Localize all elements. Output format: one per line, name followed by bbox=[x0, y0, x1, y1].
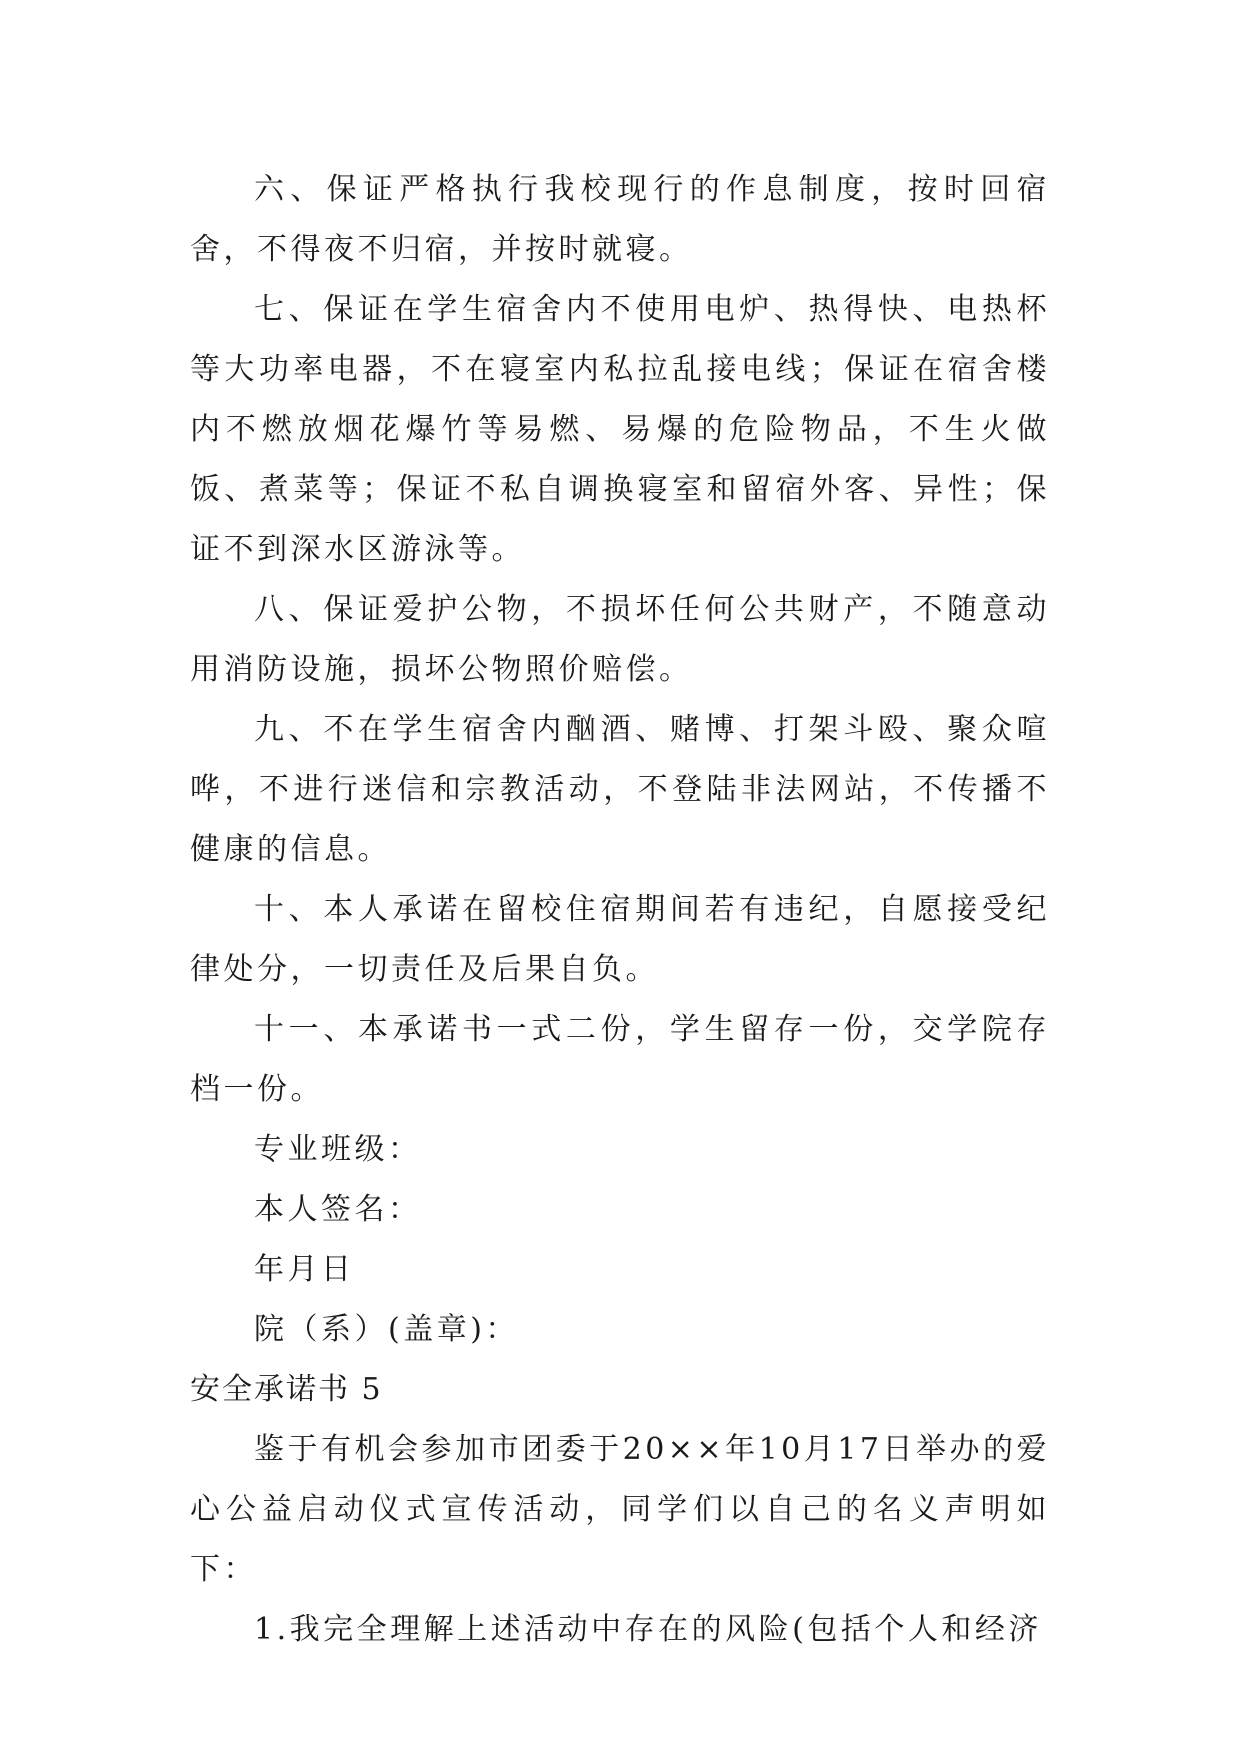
department-seal-field: 院（系）(盖章)： bbox=[254, 1312, 519, 1347]
section-item-1: 1.我完全理解上述活动中存在的风险(包括个人和经济 bbox=[254, 1612, 1042, 1647]
signature-field: 本人签名： bbox=[254, 1192, 422, 1227]
clause-six: 六、保证严格执行我校现行的作息制度，按时回宿舍，不得夜不归宿，并按时就寝。 bbox=[190, 172, 1050, 267]
clause-eleven: 十一、本承诺书一式二份，学生留存一份，交学院存档一份。 bbox=[190, 1012, 1050, 1107]
section-intro: 鉴于有机会参加市团委于20××年10月17日举办的爱心公益启动仪式宣传活动，同学们以自己的名义声明如下： bbox=[190, 1432, 1050, 1587]
clause-eight: 八、保证爱护公物，不损坏任何公共财产，不随意动用消防设施，损坏公物照价赔偿。 bbox=[190, 592, 1050, 687]
clause-ten: 十、本人承诺在留校住宿期间若有违纪，自愿接受纪律处分，一切责任及后果自负。 bbox=[190, 892, 1050, 987]
clause-nine: 九、不在学生宿舍内酗酒、赌博、打架斗殴、聚众喧哗，不进行迷信和宗教活动，不登陆非法网站，不传播不健康的信息。 bbox=[190, 712, 1050, 867]
date-field: 年月日 bbox=[254, 1252, 355, 1287]
section-title: 安全承诺书 5 bbox=[190, 1372, 383, 1407]
major-class-field: 专业班级： bbox=[254, 1132, 422, 1167]
clause-seven: 七、保证在学生宿舍内不使用电炉、热得快、电热杯等大功率电器，不在寝室内私拉乱接电线；保证在宿舍楼内不燃放烟花爆竹等易燃、易爆的危险物品，不生火做饭、煮菜等；保证不私自调换寝室和留宿外客、异性；保证不到深水区游泳等。 bbox=[190, 292, 1050, 567]
document-body bbox=[190, 160, 1050, 1660]
